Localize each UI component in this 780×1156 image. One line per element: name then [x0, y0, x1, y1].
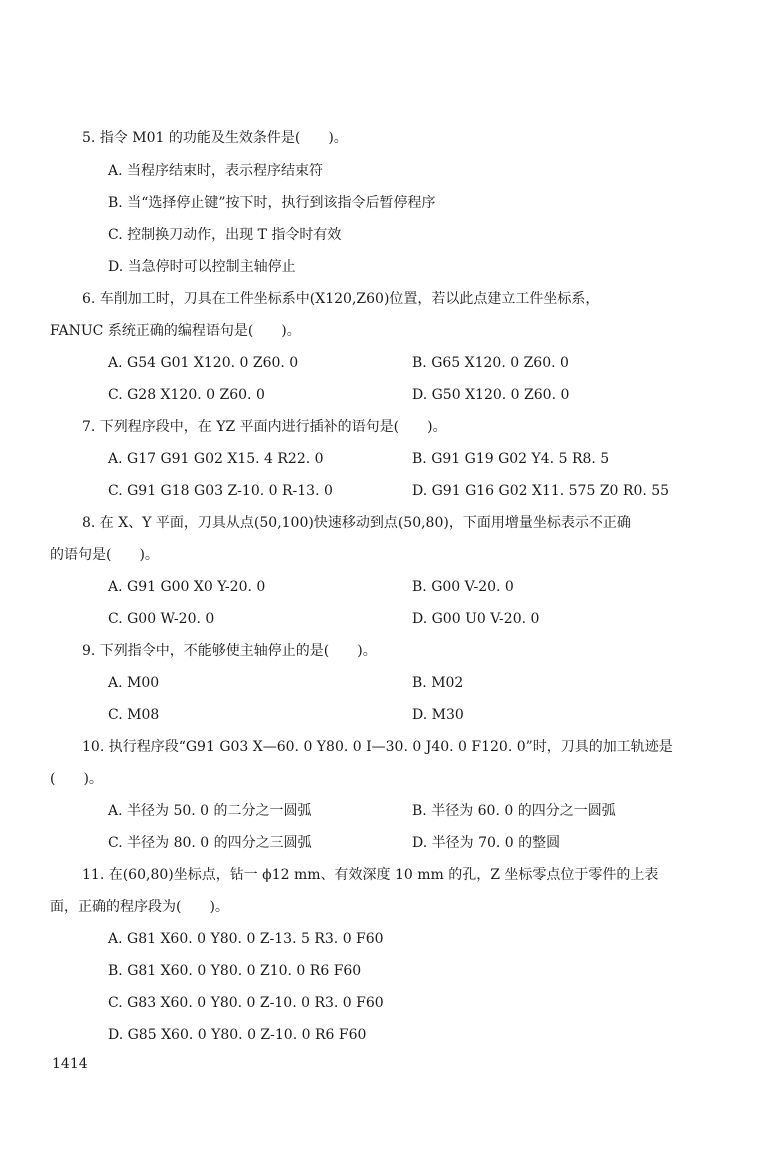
page-number: 1414 — [52, 1056, 88, 1072]
question-5-option-c: C. 控制换刀动作，出现 T 指令时有效 — [108, 227, 342, 243]
question-9-stem: 9. 下列指令中，不能够使主轴停止的是( )。 — [82, 643, 377, 659]
question-11-stem: 11. 在(60,80)坐标点，钻一 ϕ12 mm、有效深度 10 mm 的孔，Z 坐标零点位于零件的上表 — [82, 867, 659, 883]
question-11-option-a: A. G81 X60. 0 Y80. 0 Z-13. 5 R3. 0 F60 — [108, 931, 384, 947]
question-6-option-b: B. G65 X120. 0 Z60. 0 — [412, 355, 569, 371]
question-6-stem: 6. 车削加工时，刀具在工件坐标系中(X120,Z60)位置，若以此点建立工件坐标系， — [82, 291, 600, 307]
question-6-option-d: D. G50 X120. 0 Z60. 0 — [412, 387, 570, 403]
question-5-option-b: B. 当“选择停止键”按下时，执行到该指令后暂停程序 — [108, 195, 436, 211]
question-11-option-d: D. G85 X60. 0 Y80. 0 Z-10. 0 R6 F60 — [108, 1027, 367, 1043]
question-8-option-b: B. G00 V-20. 0 — [412, 579, 514, 595]
question-10-option-c: C. 半径为 80. 0 的四分之三圆弧 — [108, 835, 312, 851]
question-6-option-a: A. G54 G01 X120. 0 Z60. 0 — [108, 355, 299, 371]
question-5-option-d: D. 当急停时可以控制主轴停止 — [108, 259, 296, 275]
question-10-option-a: A. 半径为 50. 0 的二分之一圆弧 — [108, 803, 312, 819]
question-7-stem: 7. 下列程序段中，在 YZ 平面内进行插补的语句是( )。 — [82, 419, 447, 435]
question-11-option-b: B. G81 X60. 0 Y80. 0 Z10. 0 R6 F60 — [108, 963, 362, 979]
question-7-option-a: A. G17 G91 G02 X15. 4 R22. 0 — [108, 451, 324, 467]
question-7-option-c: C. G91 G18 G03 Z-10. 0 R-13. 0 — [108, 483, 333, 499]
question-8-stem-continued: 的语句是( )。 — [50, 547, 159, 563]
question-8-option-c: C. G00 W-20. 0 — [108, 611, 215, 627]
question-10-option-d: D. 半径为 70. 0 的整圆 — [412, 835, 561, 851]
question-10-stem-continued: ( )。 — [50, 771, 103, 787]
question-8-stem: 8. 在 X、Y 平面，刀具从点(50,100)快速移动到点(50,80)，下面用增量坐标表示不正确 — [82, 515, 631, 531]
question-5-option-a: A. 当程序结束时，表示程序结束符 — [108, 163, 324, 179]
question-10-option-b: B. 半径为 60. 0 的四分之一圆弧 — [412, 803, 616, 819]
question-9-option-a: A. M00 — [108, 675, 160, 691]
question-5-stem: 5. 指令 M01 的功能及生效条件是( )。 — [82, 130, 348, 146]
question-8-option-d: D. G00 U0 V-20. 0 — [412, 611, 540, 627]
question-7-option-d: D. G91 G16 G02 X11. 575 Z0 R0. 55 — [412, 483, 670, 499]
question-6-option-c: C. G28 X120. 0 Z60. 0 — [108, 387, 265, 403]
question-9-option-b: B. M02 — [412, 675, 464, 691]
question-8-option-a: A. G91 G00 X0 Y-20. 0 — [108, 579, 266, 595]
question-11-stem-continued: 面，正确的程序段为( )。 — [50, 899, 229, 915]
question-7-option-b: B. G91 G19 G02 Y4. 5 R8. 5 — [412, 451, 610, 467]
question-9-option-c: C. M08 — [108, 707, 160, 723]
question-9-option-d: D. M30 — [412, 707, 464, 723]
question-11-option-c: C. G83 X60. 0 Y80. 0 Z-10. 0 R3. 0 F60 — [108, 995, 384, 1011]
question-6-stem-continued: FANUC 系统正确的编程语句是( )。 — [50, 323, 301, 339]
question-10-stem: 10. 执行程序段“G91 G03 X—60. 0 Y80. 0 I—30. 0 J40. 0 F120. 0”时，刀具的加工轨迹是 — [82, 739, 673, 755]
